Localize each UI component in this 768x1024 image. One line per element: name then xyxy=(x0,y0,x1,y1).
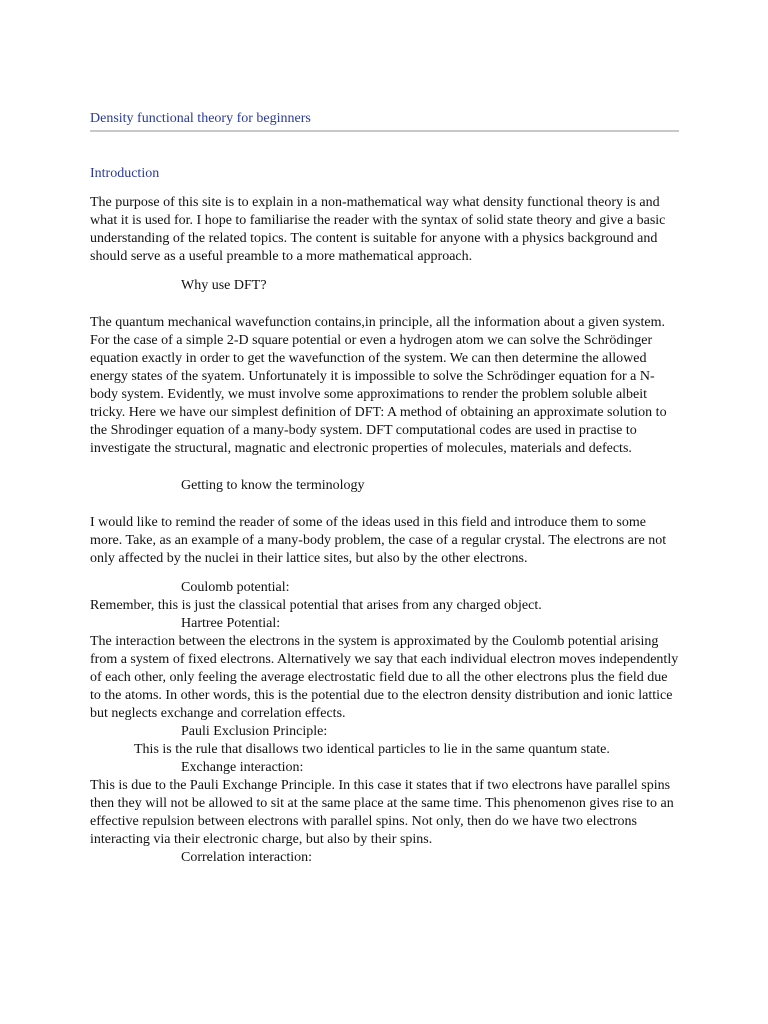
why-use-dft-paragraph: The quantum mechanical wavefunction contains,in principle, all the information about a given system. For the case of a simple 2-D square potential or even a hydrogen atom we can solve the Schrödinger equation exactly in order to get the wavefunction of the system. We can then determine the allowed energy states of the syatem. Unfortunately it is impossible to solve the Schrödinger equation for a N-body system. Evidently, we must involve some approximations to render the problem soluble albeit tricky. Here we have our simplest definition of DFT: A method of obtaining an approximate solution to the Shrodinger equation of a many-body system. DFT computational codes are used in practise to investigate the structural, magnatic and electronic properties of molecules, materials and defects. xyxy=(90,315,667,456)
definition-pauli-exclusion-principle: This is the rule that disallows two identical particles to lie in the same quantum state. xyxy=(134,742,610,757)
introduction-heading: Introduction xyxy=(90,166,160,181)
definition-coulomb-potential: Remember, this is just the classical potential that arises from any charged object. xyxy=(90,598,542,613)
terminology-heading: Getting to know the terminology xyxy=(181,478,365,493)
title-divider xyxy=(90,130,679,132)
introduction-paragraph: The purpose of this site is to explain in a non-mathematical way what density functional theory is and what it is used for. I hope to familiarise the reader with the syntax of solid state theory and give a basic understanding of the related topics. The content is suitable for anyone with a physics background and should serve as a useful preamble to a more mathematical approach. xyxy=(90,195,666,264)
document-title: Density functional theory for beginners xyxy=(90,111,311,126)
why-use-dft-heading: Why use DFT? xyxy=(181,278,267,293)
term-exchange-interaction: Exchange interaction: xyxy=(181,760,304,775)
term-hartree-potential: Hartree Potential: xyxy=(181,616,281,631)
term-coulomb-potential: Coulomb potential: xyxy=(181,580,290,595)
definition-hartree-potential: The interaction between the electrons in the system is approximated by the Coulomb potential arising from a system of fixed electrons. Alternatively we say that each individual electron moves independently of each other, only feeling the average electrostatic field due to all the other electrons plus the field due to the atoms. In other words, this is the potential due to the electron density distribution and ionic lattice but neglects exchange and correlation effects. xyxy=(90,634,679,721)
term-correlation-interaction: Correlation interaction: xyxy=(181,850,313,865)
terminology-paragraph: I would like to remind the reader of some of the ideas used in this field and introduce them to some more. Take, as an example of a many-body problem, the case of a regular crystal. The electrons are not only affected by the nuclei in their lattice sites, but also by the other electrons. xyxy=(90,515,667,566)
definition-exchange-interaction: This is due to the Pauli Exchange Principle. In this case it states that if two electrons have parallel spins then they will not be allowed to sit at the same place at the same time. This phenomenon gives rise to an effective repulsion between electrons with parallel spins. Not only, then do we have two electrons interacting via their electronic charge, but also by their spins. xyxy=(90,778,674,847)
document-page xyxy=(90,110,680,867)
term-pauli-exclusion-principle: Pauli Exclusion Principle: xyxy=(181,724,328,739)
